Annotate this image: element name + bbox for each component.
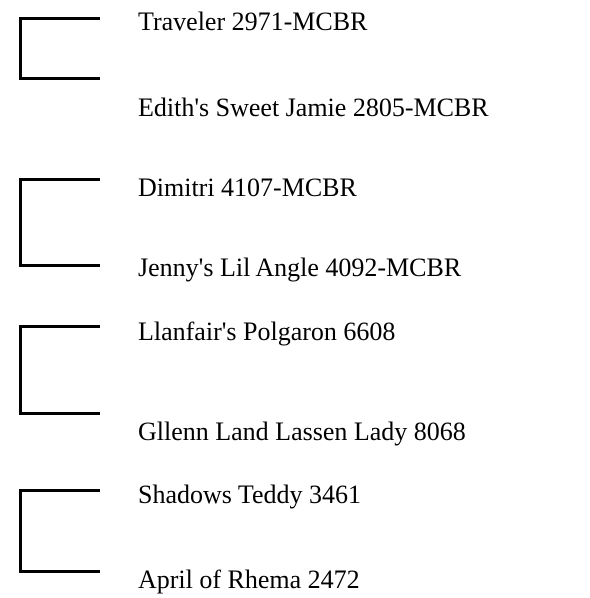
dam-name: Edith's Sweet Jamie 2805-MCBR (138, 93, 489, 122)
dam-name: Jenny's Lil Angle 4092-MCBR (138, 253, 462, 282)
sire-name: Dimitri 4107-MCBR (138, 173, 357, 202)
bracket-connector (19, 178, 100, 267)
dam-name: April of Rhema 2472 (138, 565, 360, 594)
sire-name: Llanfair's Polgaron 6608 (138, 317, 396, 346)
bracket-connector (19, 325, 100, 415)
bracket-connector (19, 489, 100, 573)
sire-name: Shadows Teddy 3461 (138, 480, 362, 509)
dam-name: Gllenn Land Lassen Lady 8068 (138, 417, 466, 446)
bracket-connector (19, 17, 100, 80)
sire-name: Traveler 2971-MCBR (138, 7, 368, 36)
